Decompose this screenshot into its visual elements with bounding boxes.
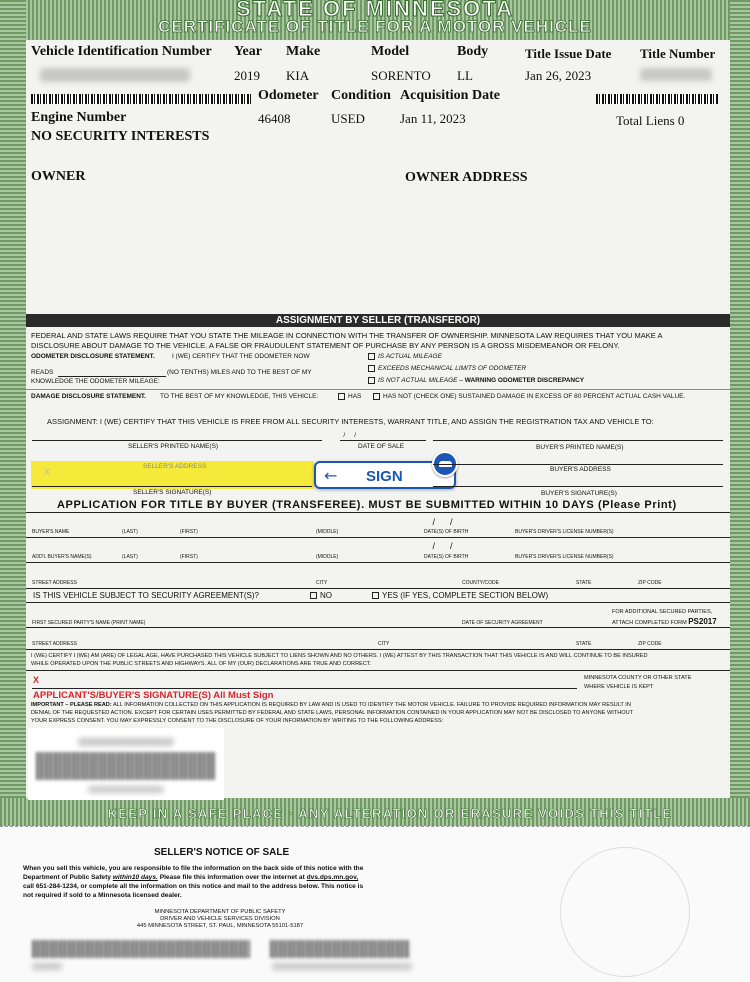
app-divider-4 (26, 588, 730, 589)
app-divider-6 (26, 627, 730, 628)
owner-address-label: OWNER ADDRESS (405, 170, 528, 185)
form-ps2017: PS2017 (688, 617, 717, 626)
year-value: 2019 (234, 68, 260, 83)
reads-label: READS (31, 369, 54, 376)
middle-label-2: (MIDDLE) (316, 554, 339, 560)
highlight-x: X (44, 467, 51, 477)
license-label-1: BUYER'S DRIVER'S LICENSE NUMBER(S) (515, 529, 614, 535)
title-barcode-redacted (270, 940, 410, 958)
sellers-sig-line[interactable] (32, 486, 312, 487)
license-label-2: BUYER'S DRIVER'S LICENSE NUMBER(S) (515, 554, 614, 560)
sellers-address-label: SELLER'S ADDRESS (143, 463, 207, 470)
zip-label-1: ZIP CODE (638, 580, 662, 586)
odometer-label: Odometer (258, 88, 319, 103)
buyers-printed-label: BUYER'S PRINTED NAME(S) (536, 444, 624, 451)
checkbox-exceeds[interactable] (368, 365, 375, 372)
county-kept-label: MINNESOTA COUNTY OR OTHER STATE (584, 675, 692, 681)
title-barcode (596, 94, 718, 104)
important-line1 (31, 702, 631, 708)
divider-damage (26, 389, 730, 390)
certify-line1: I (WE) CERTIFY I (WE) AM (ARE) OF LEGAL AGE, HAVE PURCHASED THIS VEHICLE SUBJECT TO LIENS SHOWN AND NO OTHERS. I (WE) ATTEST BY THIS TRANSACTION THAT THIS VEHICLE IS AND WILL CONTINUE TO BE INSURED (31, 653, 648, 659)
sign-label: SIGN (366, 468, 403, 485)
attach-form-label (612, 617, 717, 626)
left-border (0, 0, 26, 826)
street-label-2: STREET ADDRESS (32, 641, 77, 647)
federal-law-line2: DISCLOSURE ABOUT DAMAGE TO THE VEHICLE. A FALSE OR FRAUDULENT STATEMENT OF PURCHASE BY ANY PERSON IS A GROSS MISDEMEANOR OR FELONY. (31, 341, 620, 350)
important-line2: DENIAL OF THE REQUESTED ACTION. EXCEPT FOR CERTAIN USES PERMITTED BY FEDERAL AND STATE LAWS, PERSONAL INFORMATION CONTAINED IN YOUR APPLICATION MAY NOT BE DISCLOSED TO ANYONE WITHOUT (31, 710, 634, 716)
notice-title: SELLER'S NOTICE OF SALE (154, 847, 290, 858)
has-not-text: HAS NOT (CHECK ONE) SUSTAINED DAMAGE IN EXCESS OF 80 PERCENT ACTUAL CASH VALUE. (383, 393, 686, 401)
seal-watermark (560, 847, 690, 977)
buyers-printed-line[interactable] (433, 440, 723, 441)
title-number-label: Title Number (640, 46, 716, 61)
body-label: Body (457, 44, 489, 59)
last-label-1: (LAST) (122, 529, 138, 535)
certify-line2: WHILE OPERATED UPON THE PUBLIC STREETS AND HIGHWAYS. ALL OF MY (OUR) DECLARATIONS ARE TRUE AND CORRECT. (31, 661, 372, 667)
vin-barcode-redacted (32, 940, 250, 958)
applicant-sig-line[interactable] (32, 688, 577, 689)
control-number-box (28, 728, 224, 800)
app-divider-3 (26, 562, 730, 563)
has-not-option[interactable] (373, 393, 685, 400)
total-liens: Total Liens 0 (616, 113, 685, 128)
engine-label: Engine Number (31, 110, 127, 125)
condition-value: USED (331, 111, 365, 126)
option-exceeds[interactable] (368, 365, 526, 372)
applicant-signature-label: APPLICANT'S/BUYER'S SIGNATURE(S) All Must Sign (33, 690, 274, 701)
assignment-banner: ASSIGNMENT BY SELLER (TRANSFEROR) (26, 314, 730, 327)
knowledge-label: KNOWLEDGE THE ODOMETER MILEAGE: (31, 378, 160, 385)
middle-label-1: (MIDDLE) (316, 529, 339, 535)
city-label-1: CITY (316, 580, 328, 586)
dob-label-2: DATE(S) OF BIRTH (424, 554, 469, 560)
buyers-sig-line[interactable] (433, 486, 723, 487)
safe-place-footer: KEEP IN A SAFE PLACE · ANY ALTERATION OR ERASURE VOIDS THIS TITLE (107, 806, 673, 821)
yes-option[interactable] (372, 591, 548, 600)
notice-link[interactable]: dvs.dps.mn.gov, (306, 874, 359, 881)
checkbox-no[interactable] (310, 592, 317, 599)
buyers-address-line[interactable] (433, 464, 723, 465)
option-actual-mileage[interactable] (368, 353, 442, 360)
body-value: LL (457, 68, 473, 83)
app-divider-7 (26, 649, 730, 650)
last-label-2: (LAST) (122, 554, 138, 560)
dob-label-1: DATE(S) OF BIRTH (424, 529, 469, 535)
where-kept-label: WHERE VEHICLE IS KEPT (584, 684, 654, 690)
checkbox-not-actual[interactable] (368, 377, 375, 384)
first-party-label: FIRST SECURED PARTY'S NAME (PRINT NAME) (32, 620, 146, 626)
make-value: KIA (286, 68, 310, 83)
no-option[interactable] (310, 591, 332, 600)
acquisition-label: Acquisition Date (400, 88, 500, 103)
odometer-value: 46408 (258, 111, 291, 126)
control-barcode-redacted (36, 752, 216, 780)
important-text: ALL INFORMATION COLLECTED ON THIS APPLICATION IS REQUIRED BY LAW AND IS USED TO IDENTIFY THE MOTOR VEHICLE. FAILURE TO PROVIDE REQUIRED INFORMATION MAY RESULT IN (112, 702, 631, 708)
app-divider-2 (26, 537, 730, 538)
dob-slash-2: / / (420, 541, 453, 551)
certificate-heading: CERTIFICATE OF TITLE FOR A MOTOR VEHICLE (158, 17, 592, 36)
arrow-left-icon: ← (324, 466, 338, 485)
model-label: Model (371, 44, 410, 59)
important-line3: YOUR EXPRESS CONSENT. YOU MAY EXPRESSLY CONSENT TO THE DISCLOSURE OF YOUR INFORMATION BY WRITING TO THE FOLLOWING ADDRESS: (31, 718, 444, 724)
control-number-redacted (88, 786, 164, 793)
notice-dps: Department of Public Safety (23, 874, 113, 881)
vin-barcode (31, 94, 251, 104)
vin-text-redacted (32, 963, 62, 970)
checkbox-yes[interactable] (372, 592, 379, 599)
issue-date-label: Title Issue Date (525, 46, 612, 61)
county-label: COUNTY/CODE (462, 580, 499, 586)
dob-slash-1: / / (420, 517, 453, 527)
damage-statement-label: DAMAGE DISCLOSURE STATEMENT. (31, 393, 146, 400)
has-option[interactable] (338, 393, 361, 400)
street-label-1: STREET ADDRESS (32, 580, 77, 586)
sellers-notice (0, 826, 750, 982)
no-text: NO (320, 591, 332, 600)
assignment-text: ASSIGNMENT: I (WE) CERTIFY THAT THIS VEHICLE IS FREE FROM ALL SECURITY INTERESTS, WARRANT TITLE, AND ASSIGN THE REGISTRATION TAX AND VEHICLE TO: (47, 417, 654, 426)
checkbox-has-not[interactable] (373, 393, 380, 400)
owner-label: OWNER (31, 169, 86, 184)
opt2-text: EXCEEDS MECHANICAL LIMITS OF ODOMETER (378, 365, 527, 373)
option-not-actual[interactable] (368, 377, 584, 384)
app-divider-8 (26, 670, 730, 671)
sellers-printed-line[interactable] (32, 440, 322, 441)
address-line2: DRIVER AND VEHICLE SERVICES DIVISION (160, 916, 280, 922)
buyers-name-label: BUYER'S NAME (32, 529, 70, 535)
reads-line (58, 376, 166, 377)
sellers-printed-label: SELLER'S PRINTED NAME(S) (128, 443, 219, 450)
right-border (730, 0, 750, 826)
first-label-2: (FIRST) (180, 554, 198, 560)
yes-text: YES (IF YES, COMPLETE SECTION BELOW) (382, 591, 549, 600)
control-number-label-redacted (78, 738, 174, 746)
application-title: APPLICATION FOR TITLE BY BUYER (TRANSFEREE). MUST BE SUBMITTED WITHIN 10 DAYS (Please Print) (57, 499, 677, 511)
title-number-redacted (640, 68, 712, 81)
addl-parties-label: FOR ADDITIONAL SECURED PARTIES, (612, 609, 713, 615)
vin-redacted (40, 68, 190, 82)
date-security-label: DATE OF SECURITY AGREEMENT (462, 620, 543, 626)
notice-within: within10 days. (112, 874, 158, 881)
issue-date-value: Jan 26, 2023 (525, 68, 592, 83)
opt3-warning: WARNING ODOMETER DISCREPANCY (464, 377, 585, 385)
date-of-sale-label: DATE OF SALE (358, 443, 405, 450)
buyers-sig-label: BUYER'S SIGNATURE(S) (541, 490, 617, 497)
notice-line4: not required if sold to a Minnesota licensed dealer. (23, 892, 182, 899)
model-value: SORENTO (371, 68, 431, 83)
condition-label: Condition (331, 88, 391, 103)
acquisition-value: Jan 11, 2023 (400, 111, 466, 126)
federal-law-line1: FEDERAL AND STATE LAWS REQUIRE THAT YOU STATE THE MILEAGE IN CONNECTION WITH THE TRANSFER OF OWNERSHIP. MINNESOTA LAW REQUIRES THAT YOU MAKE A (31, 331, 663, 340)
year-label: Year (234, 44, 262, 59)
sellers-sig-label: SELLER'S SIGNATURE(S) (133, 489, 212, 496)
opt1-text: IS ACTUAL MILEAGE (378, 353, 442, 361)
security-agreement-question: IS THIS VEHICLE SUBJECT TO SECURITY AGREEMENT(S)? (33, 591, 259, 600)
date-slashes: / / (338, 432, 357, 439)
make-label: Make (286, 44, 321, 59)
notice-line3: call 651-284-1234, or complete all the information on this notice and mail to the address below. This notice is (23, 883, 364, 890)
has-text: HAS (348, 393, 362, 401)
damage-statement-text: TO THE BEST OF MY KNOWLEDGE, THIS VEHICLE: (160, 393, 319, 400)
city-label-2: CITY (378, 641, 390, 647)
attach-text: ATTACH COMPLETED FORM (612, 620, 687, 626)
date-line[interactable] (340, 440, 426, 441)
state-heading: STATE OF MINNESOTA (236, 0, 514, 21)
notice-line2 (23, 874, 358, 881)
applicant-x: X (33, 675, 40, 685)
zip-label-2: ZIP CODE (638, 641, 662, 647)
odometer-statement-label: ODOMETER DISCLOSURE STATEMENT. (31, 353, 155, 360)
state-label-2: STATE (576, 641, 592, 647)
buyers-address-label: BUYER'S ADDRESS (550, 466, 611, 473)
notice-file: Please file this information over the internet at (157, 874, 307, 881)
addl-buyer-label: ADD'L BUYER'S NAME(S) (32, 554, 92, 560)
title-number-text-redacted (272, 963, 412, 970)
checkbox-actual[interactable] (368, 353, 375, 360)
checkbox-has[interactable] (338, 393, 345, 400)
important-label: IMPORTANT – PLEASE READ: (31, 702, 112, 708)
no-tenths-label: (NO TENTHS) MILES AND TO THE BEST OF MY (167, 369, 312, 376)
first-label-1: (FIRST) (180, 529, 198, 535)
security-interests: NO SECURITY INTERESTS (31, 129, 210, 144)
vin-label: Vehicle Identification Number (31, 44, 212, 59)
address-line1: MINNESOTA DEPARTMENT OF PUBLIC SAFETY (154, 909, 286, 915)
state-label-1: STATE (576, 580, 592, 586)
app-divider-1 (26, 512, 730, 513)
app-divider-5 (26, 602, 730, 603)
odometer-certify: I (WE) CERTIFY THAT THE ODOMETER NOW (172, 353, 310, 360)
notice-line1: When you sell this vehicle, you are responsible to file the information on the back side of this notice with the (23, 865, 364, 872)
opt3-text: IS NOT ACTUAL MILEAGE – (378, 377, 463, 385)
address-line3: 445 MINNESOTA STREET, ST. PAUL, MINNESOTA 55101-5187 (136, 923, 304, 929)
